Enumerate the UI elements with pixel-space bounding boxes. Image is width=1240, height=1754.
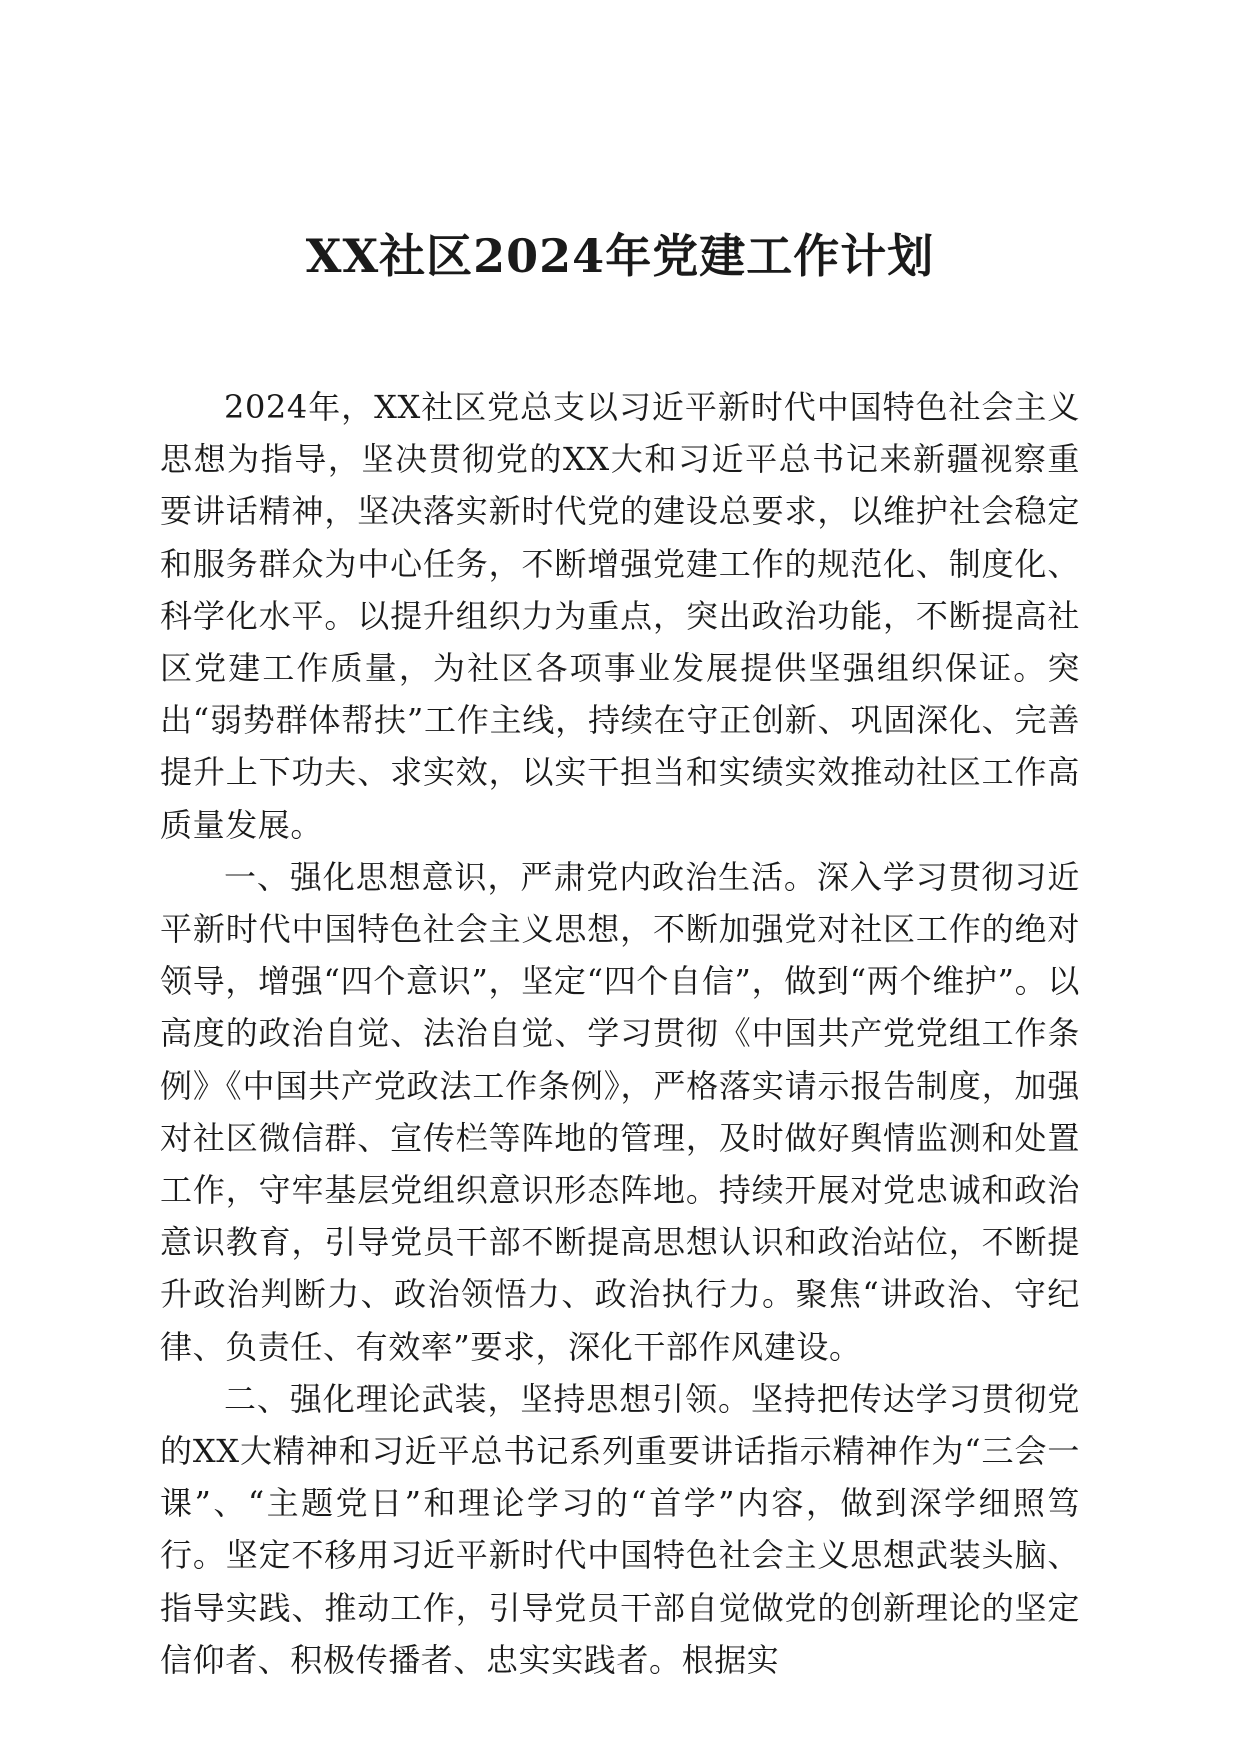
paragraph-section-1: 一、强化思想意识，严肃党内政治生活。深入学习贯彻习近平新时代中国特色社会主义思想，不断加强党对社区工作的绝对领导，增强“四个意识”，坚定“四个自信”，做到“两个维护”。以高度的政治自觉、法治自觉、学习贯彻《中国共产党党组工作条例》《中国共产党政法工作条例》，严格落实请示报告制度，加强对社区微信群、宣传栏等阵地的管理，及时做好舆情监测和处置工作，守牢基层党组织意识形态阵地。持续开展对党忠诚和政治意识教育，引导党员干部不断提高思想认识和政治站位，不断提升政治判断力、政治领悟力、政治执行力。聚焦“讲政治、守纪律、负责任、有效率”要求，深化干部作风建设。 <box>160 857 1080 1366</box>
paragraph-intro: 2024年，XX社区党总支以习近平新时代中国特色社会主义思想为指导，坚决贯彻党的XX大和习近平总书记来新疆视察重要讲话精神，坚决落实新时代党的建设总要求，以维护社会稳定和服务群众为中心任务，不断增强党建工作的规范化、制度化、科学化水平。以提升组织力为重点，突出政治功能，不断提高社区党建工作质量，为社区各项事业发展提供坚强组织保证。突出“弱势群体帮扶”工作主线，持续在守正创新、巩固深化、完善提升上下功夫、求实效，以实干担当和实绩实效推动社区工作高质量发展。 <box>160 388 1080 844</box>
document-body <box>160 381 1080 1686</box>
page-title: XX社区2024年党建工作计划 <box>305 229 935 283</box>
paragraph-section-2: 二、强化理论武装，坚持思想引领。坚持把传达学习贯彻党的XX大精神和习近平总书记系列重要讲话指示精神作为“三会一课”、“主题党日”和理论学习的“首学”内容，做到深学细照笃行。坚定不移用习近平新时代中国特色社会主义思想武装头脑、指导实践、推动工作，引导党员干部自觉做党的创新理论的坚定信仰者、积极传播者、忠实实践者。根据实 <box>160 1379 1080 1679</box>
